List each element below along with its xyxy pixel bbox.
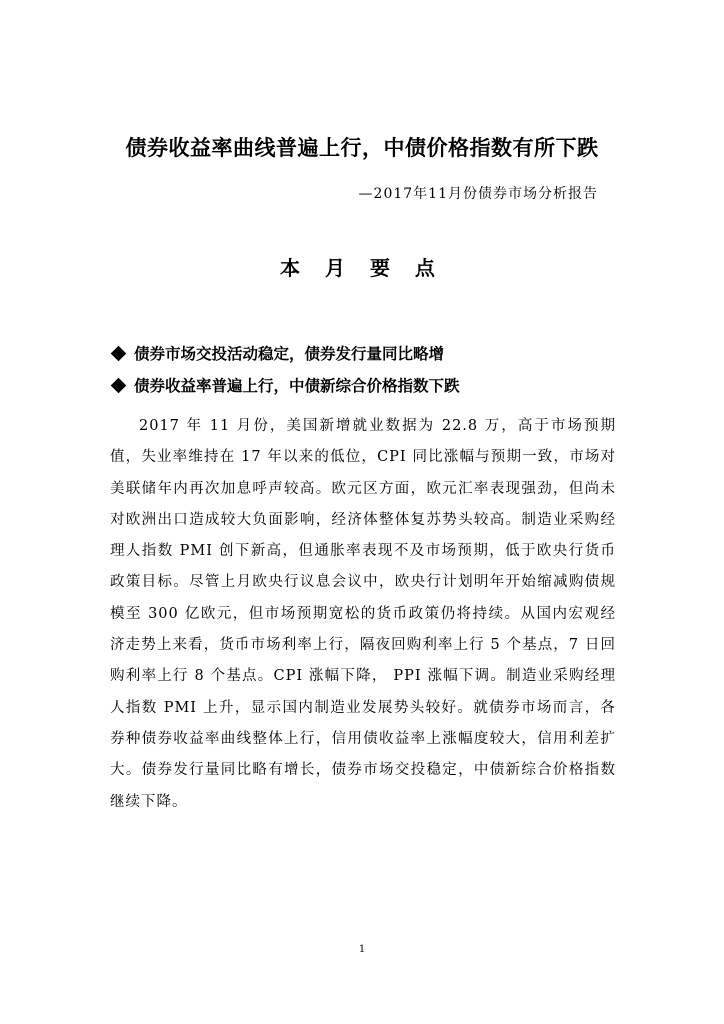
key-point-text: 债券收益率普遍上行，中债新综合价格指数下跌 [134, 377, 460, 395]
key-point-item [110, 337, 630, 369]
summary-paragraph: 2017 年 11 月份，美国新增就业数据为 22.8 万，高于市场预期值，失业率维持在 17 年以来的低位，CPI 同比涨幅与预期一致，市场对美联储年内再次加息呼声较高。欧元区方面，欧元汇率表现强劲，但尚未对欧洲出口造成较大负面影响，经济体整体复苏势头较高。制造业采购经理人指数 PMI 创下新高，但通胀率表现不及市场预期，低于欧央行货币政策目标。尽管上月欧央行议息会议中，欧央行计划明年开始缩减购债规模至 300 亿欧元，但市场预期宽松的货币政策仍将持续。从国内宏观经济走势上来看，货币市场利率上行，隔夜回购利率上行 5 个基点，7 日回购利率上行 8 个基点。CPI 涨幅下降， PPI 涨幅下调。制造业采购经理人指数 PMI 上升，显示国内制造业发展势头较好。就债券市场而言，各券种债券收益率曲线整体上行，信用债收益率上涨幅度较大，信用利差扩大。债券发行量同比略有增长，债券市场交投稳定，中债新综合价格指数继续下降。 [110, 418, 616, 810]
diamond-bullet-icon [111, 345, 127, 361]
diamond-bullet-icon [111, 377, 127, 393]
page-number: 1 [358, 944, 366, 955]
key-point-text: 债券市场交投活动稳定，债券发行量同比略增 [134, 345, 445, 363]
section-heading: 本 月 要 点 [280, 256, 444, 280]
report-subtitle: —2017年11月份债券市场分析报告 [358, 186, 598, 202]
report-title: 债券收益率曲线普遍上行，中债价格指数有所下跌 [125, 136, 599, 160]
key-point-item [110, 369, 630, 401]
key-points-list [110, 337, 630, 401]
